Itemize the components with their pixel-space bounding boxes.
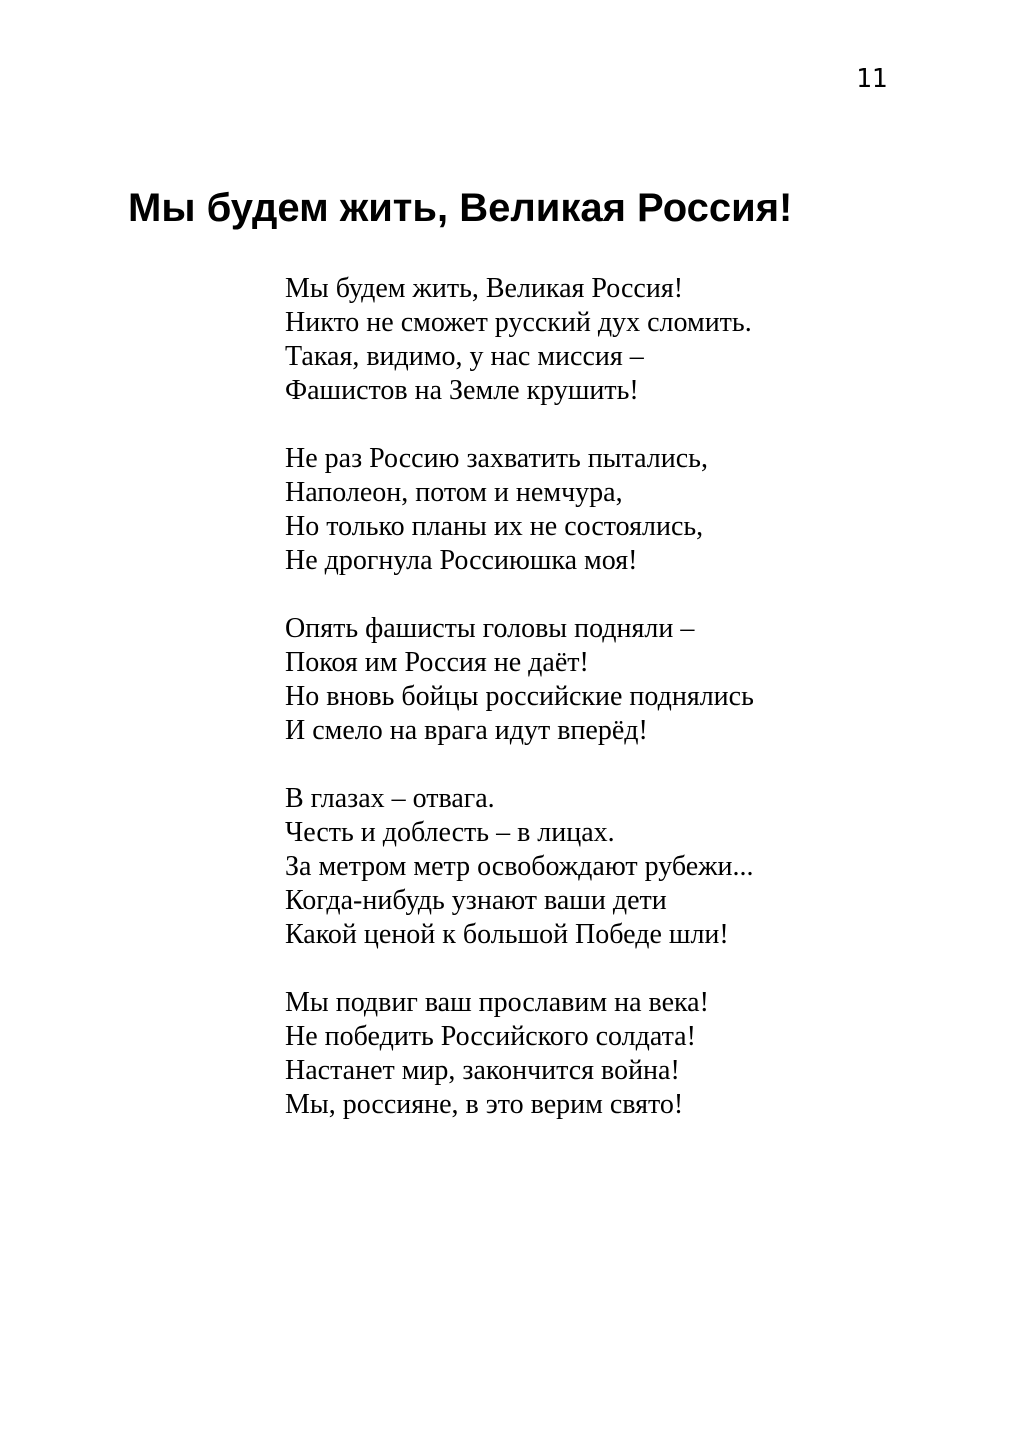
poem-line: Никто не сможет русский дух сломить. — [285, 307, 752, 338]
poem-stanza — [285, 272, 754, 408]
poem-line: Честь и доблесть – в лицах. — [285, 817, 615, 848]
poem-line: Опять фашисты головы подняли – — [285, 613, 695, 644]
poem-line: Но только планы их не состоялись, — [285, 511, 704, 542]
poem-line: Мы подвиг ваш прославим на века! — [285, 987, 709, 1018]
poem-stanza — [285, 986, 754, 1122]
poem — [285, 272, 754, 1122]
poem-line: Не раз Россию захватить пытались, — [285, 443, 708, 474]
poem-line: Такая, видимо, у нас миссия – — [285, 341, 644, 372]
poem-line: Мы, россияне, в это верим свято! — [285, 1089, 684, 1120]
poem-line: Какой ценой к большой Победе шли! — [285, 919, 729, 950]
poem-line: Когда-нибудь узнают ваши дети — [285, 885, 667, 916]
poem-line: Мы будем жить, Великая Россия! — [285, 273, 684, 304]
poem-line: И смело на врага идут вперёд! — [285, 715, 648, 746]
poem-stanza — [285, 782, 754, 952]
poem-line: Не дрогнула Россиюшка моя! — [285, 545, 638, 576]
poem-line: Наполеон, потом и немчура, — [285, 477, 623, 508]
poem-stanza — [285, 612, 754, 748]
poem-line: Но вновь бойцы российские поднялись — [285, 681, 754, 712]
poem-line: Покоя им Россия не даёт! — [285, 647, 589, 678]
poem-line: Настанет мир, закончится война! — [285, 1055, 680, 1086]
poem-line: В глазах – отвага. — [285, 783, 495, 814]
poem-line: За метром метр освобождают рубежи... — [285, 851, 754, 882]
page-title: Мы будем жить, Великая Россия! — [128, 186, 793, 230]
poem-stanza — [285, 442, 754, 578]
page-number: 11 — [856, 64, 888, 94]
poem-line: Фашистов на Земле крушить! — [285, 375, 639, 406]
poem-line: Не победить Российского солдата! — [285, 1021, 696, 1052]
